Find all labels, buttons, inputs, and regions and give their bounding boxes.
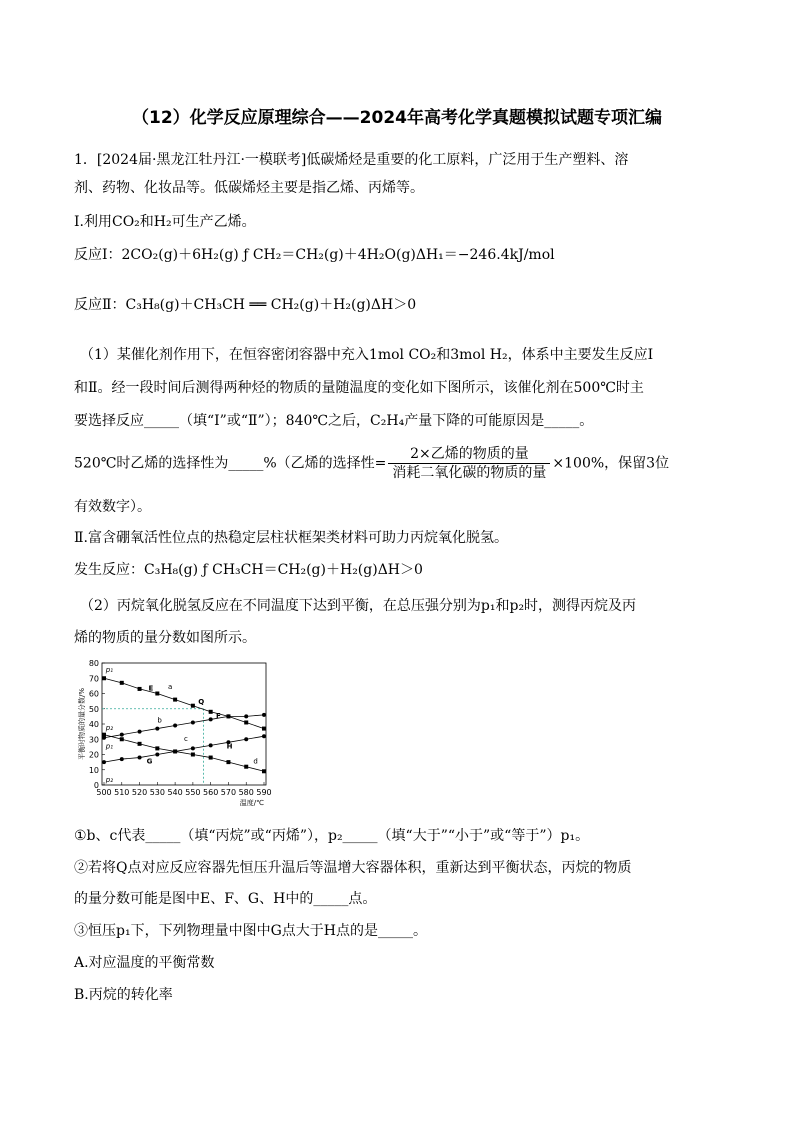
y-tick-label: 80 <box>88 659 99 668</box>
data-point-c <box>102 760 106 764</box>
point-label-Q: Q <box>198 698 205 707</box>
series-line-a <box>104 678 264 728</box>
selectivity-fraction <box>388 445 550 482</box>
x-tick-label: 510 <box>114 788 130 797</box>
y-axis-label: 平衡时物质的量分数/% <box>78 687 86 761</box>
question-c: ③恒压p₁下，下列物理量中图中G点大于H点的是_____。 <box>74 923 427 939</box>
data-point-a <box>244 720 248 724</box>
pressure-label: p₁ <box>105 742 114 751</box>
data-point-b <box>209 717 213 721</box>
y-tick-label: 50 <box>88 704 99 714</box>
x-tick-label: 590 <box>256 788 272 797</box>
data-point-b <box>262 713 266 717</box>
y-tick-label: 20 <box>88 750 99 760</box>
data-point-c <box>209 743 213 747</box>
data-point-b <box>138 730 142 734</box>
part-2-heading: Ⅱ.富含硼氧活性位点的热稳定层柱状框架类材料可助力丙烷氧化脱氢。 <box>74 530 508 546</box>
point-label-H: H <box>226 742 233 751</box>
series-label-c: c <box>184 734 188 743</box>
data-point-c <box>262 734 266 738</box>
data-point-a <box>191 704 195 708</box>
data-point-a <box>262 727 266 731</box>
part-1-heading: Ⅰ.利用CO₂和H₂可生产乙烯。 <box>74 214 256 230</box>
data-point-d <box>191 753 195 757</box>
x-tick-label: 520 <box>131 788 148 797</box>
x-tick-label: 550 <box>185 788 201 797</box>
sub-question-1-line-2: 和Ⅱ。经一段时间后测得两种烃的物质的量随温度的变化如下图所示，该催化剂在500℃时主 <box>74 380 644 396</box>
sub-question-1-line-5: 有效数字）。 <box>74 499 151 515</box>
data-point-b <box>226 714 230 718</box>
data-point-d <box>155 746 159 750</box>
fraction-numerator: 2×乙烯的物质的量 <box>388 445 550 464</box>
data-point-d <box>138 742 142 746</box>
point-label-E: E <box>148 684 154 693</box>
page-title: （12）化学反应原理综合——2024年高考化学真题模拟试题专项汇编 <box>132 108 662 128</box>
fraction-denominator: 消耗二氧化碳的物质的量 <box>392 465 547 481</box>
x-tick-label: 540 <box>167 788 183 797</box>
mole-fraction-chart <box>74 657 274 813</box>
data-point-a <box>209 710 213 714</box>
y-tick-label: 30 <box>88 735 99 745</box>
selectivity-suffix: ×100%，保留3位 <box>552 455 670 472</box>
y-tick-label: 40 <box>88 720 99 729</box>
data-point-b <box>120 733 124 737</box>
data-point-c <box>191 746 195 750</box>
sub-question-1-line-3: 要选择反应_____（填“Ⅰ”或“Ⅱ”）；840℃之后，C₂H₄产量下降的可能原因是_____。 <box>74 413 594 429</box>
reaction-1: 反应Ⅰ：2CO₂(g)＋6H₂(g) ƒ CH₂＝CH₂(g)＋4H₂O(g)ΔH₁＝−246.4kJ/mol <box>74 247 555 263</box>
data-point-d <box>262 769 266 773</box>
selectivity-prefix: 520℃时乙烯的选择性为_____%（乙烯的选择性= <box>74 455 387 472</box>
data-point-d <box>209 756 213 760</box>
reaction-3: 发生反应：C₃H₈(g) ƒ CH₃CH＝CH₂(g)＋H₂(g)ΔH＞0 <box>74 562 423 578</box>
option-b: B.丙烷的转化率 <box>74 987 173 1003</box>
x-tick-label: 560 <box>203 788 219 797</box>
data-point-a <box>155 692 159 696</box>
x-tick-label: 500 <box>96 788 112 797</box>
data-point-d <box>102 733 106 737</box>
series-label-d: d <box>253 757 258 766</box>
data-point-d <box>244 765 248 769</box>
data-point-c <box>120 757 124 761</box>
data-point-d <box>173 749 177 753</box>
series-label-b: b <box>157 716 162 725</box>
series-label-a: a <box>168 682 173 691</box>
sub-question-1-line-1: （1）某催化剂作用下，在恒容密闭容器中充入1mol CO₂和3mol H₂，体系中主要发生反应Ⅰ <box>80 347 654 363</box>
data-point-c <box>155 753 159 757</box>
option-a: A.对应温度的平衡常数 <box>74 955 215 971</box>
sub-question-1-line-4 <box>74 445 669 482</box>
data-point-a <box>173 698 177 702</box>
pressure-label: p₁ <box>105 666 114 675</box>
data-point-c <box>244 737 248 741</box>
y-tick-label: 60 <box>88 689 99 699</box>
point-label-F: F <box>216 711 221 720</box>
pressure-label: p₂ <box>105 724 114 733</box>
sub-question-2-line-1: （2）丙烷氧化脱氢反应在不同温度下达到平衡，在总压强分别为p₁和p₂时，测得丙烷及丙 <box>80 598 637 614</box>
x-tick-label: 580 <box>238 788 254 797</box>
question-a: ①b、c代表_____（填“丙烷”或“丙烯”），p₂_____（填“大于”“小于”或“等于”）p₁。 <box>74 828 590 844</box>
data-point-b <box>173 724 177 728</box>
pressure-label: p₂ <box>105 775 114 784</box>
sub-question-2-line-2: 烯的物质的量分数如图所示。 <box>74 630 256 646</box>
question-1-line-1: 1．[2024届·黑龙江牡丹江·一模联考]低碳烯烃是重要的化工原料，广泛用于生产塑料、溶 <box>74 152 629 168</box>
question-1-line-2: 剂、药物、化妆品等。低碳烯烃主要是指乙烯、丙烯等。 <box>74 180 424 196</box>
data-point-b <box>191 720 195 724</box>
data-point-c <box>138 756 142 760</box>
data-point-a <box>102 676 106 680</box>
question-b-line-1: ②若将Q点对应反应容器先恒压升温后等温增大容器体积，重新达到平衡状态，丙烷的物质 <box>74 860 632 876</box>
x-tick-label: 570 <box>220 788 237 797</box>
data-point-a <box>120 681 124 685</box>
point-label-G: G <box>146 757 153 766</box>
x-tick-label: 530 <box>149 788 165 797</box>
question-b-line-2: 的量分数可能是图中E、F、G、H中的_____点。 <box>74 891 377 907</box>
data-point-a <box>138 687 142 691</box>
data-point-b <box>155 727 159 731</box>
x-axis-label: 温度/℃ <box>239 799 264 807</box>
reaction-2: 反应Ⅱ：C₃H₈(g)＋CH₃CH ══ CH₂(g)＋H₂(g)ΔH＞0 <box>74 297 417 313</box>
y-tick-label: 0 <box>93 781 99 790</box>
data-point-b <box>244 714 248 718</box>
y-tick-label: 70 <box>88 674 99 684</box>
data-point-d <box>226 760 230 764</box>
data-point-d <box>120 737 124 741</box>
y-tick-label: 10 <box>88 765 99 775</box>
